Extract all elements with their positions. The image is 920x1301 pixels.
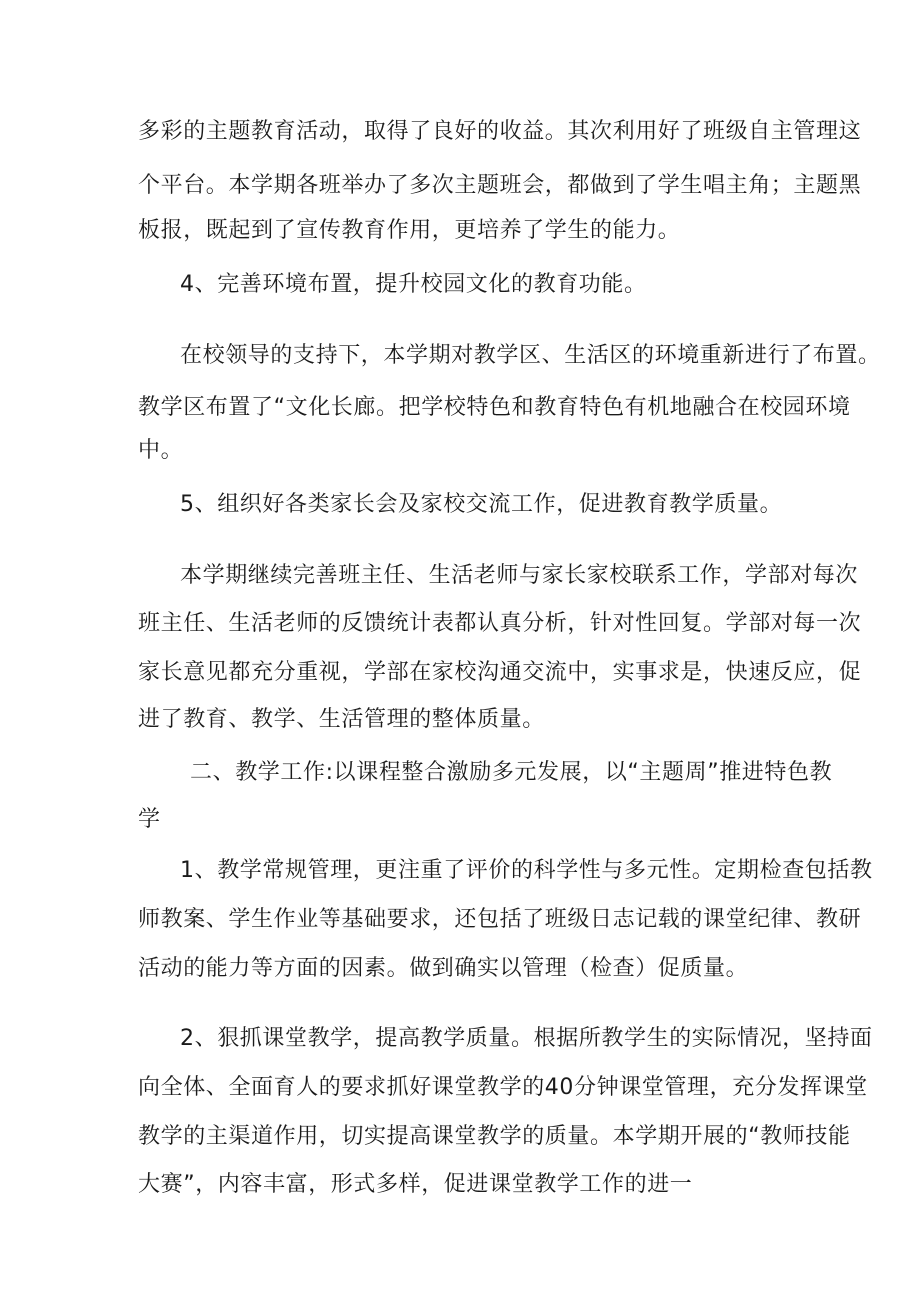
text-line-11: 家长意见都充分重视，学部在家校沟通交流中，实事求是，快速反应，促 <box>138 660 862 685</box>
text-line-7: 中。 <box>138 438 184 463</box>
section-heading-5: 5、组织好各类家长会及家校交流工作，促进教育教学质量。 <box>180 492 783 517</box>
text-line-9: 本学期继续完善班主任、生活老师与家长家校联系工作，学部对每次 <box>180 563 859 588</box>
text-line-19: 向全体、全面育人的要求抓好课堂教学的40分钟课堂管理，充分发挥课堂 <box>138 1075 868 1100</box>
text-line-6: 教学区布置了“文化长廊。把学校特色和教育特色有机地融合在校园环境 <box>138 395 851 420</box>
text-line-18: 2、狠抓课堂教学，提高教学质量。根据所教学生的实际情况，坚持面 <box>180 1026 873 1051</box>
section-heading-4: 4、完善环境布置，提升校园文化的教育功能。 <box>180 272 647 297</box>
text-line-1: 多彩的主题教育活动，取得了良好的收益。其次利用好了班级自主管理这 <box>138 119 862 144</box>
text-line-21: 大赛”，内容丰富，形式多样，促进课堂教学工作的进一 <box>138 1172 693 1197</box>
text-line-10: 班主任、生活老师的反馈统计表都认真分析，针对性回复。学部对每一次 <box>138 611 862 636</box>
text-line-12: 进了教育、教学、生活管理的整体质量。 <box>138 707 545 732</box>
text-line-17: 活动的能力等方面的因素。做到确实以管理（检查）促质量。 <box>138 956 749 981</box>
text-line-5: 在校领导的支持下，本学期对教学区、生活区的环境重新进行了布置。 <box>180 343 881 368</box>
text-line-3: 板报，既起到了宣传教育作用，更培养了学生的能力。 <box>138 218 681 243</box>
text-line-2: 个平台。本学期各班举办了多次主题班会，都做到了学生唱主角；主题黑 <box>138 173 862 198</box>
section-heading-teaching: 二、教学工作:以课程整合激励多元发展，以“主题周”推进特色教 <box>190 760 833 785</box>
text-line-14: 学 <box>138 807 161 832</box>
text-line-16: 师教案、学生作业等基础要求，还包括了班级日志记载的课堂纪律、教研 <box>138 907 862 932</box>
text-line-20: 教学的主渠道作用，切实提高课堂教学的质量。本学期开展的“教师技能 <box>138 1124 851 1149</box>
text-line-15: 1、教学常规管理，更注重了评价的科学性与多元性。定期检查包括教 <box>180 858 873 883</box>
